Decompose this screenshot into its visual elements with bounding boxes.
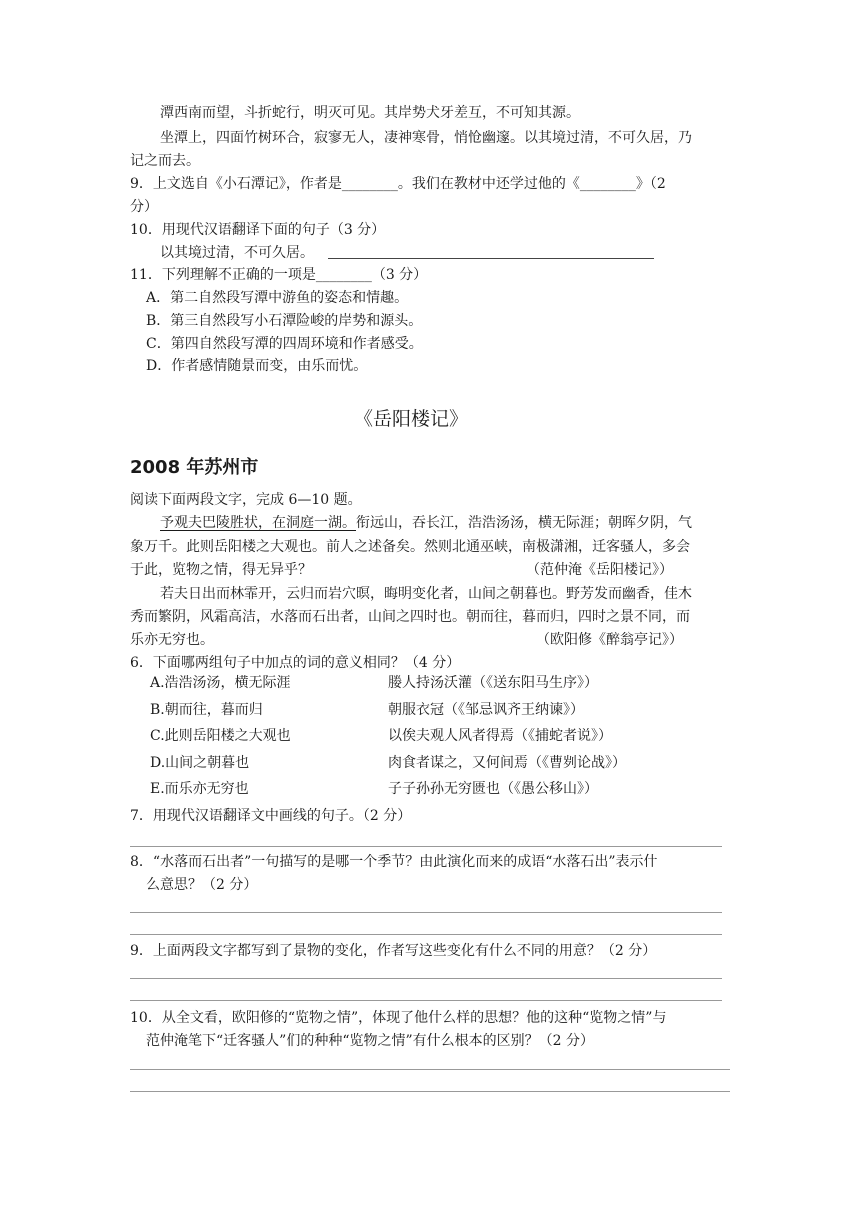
question-8: 8．“水落而石出者”一句描写的是哪一个季节？由此演化而来的成语“水落石出”表示什 — [130, 854, 658, 870]
question-10-sentence: 以其境过清，不可久居。 — [160, 245, 314, 261]
passage-2-line-1: 若夫日出而林霏开，云归而岩穴暝，晦明变化者，山间之朝暮也。野芳发而幽香，佳木 — [160, 586, 692, 602]
q6-row-b-left: B.朝而往，暮而归 — [150, 702, 263, 718]
passage-1-line-3: 于此，览物之情，得无异乎？ — [130, 562, 312, 578]
passage-1-line-1 — [160, 513, 692, 533]
answer-line — [130, 1000, 722, 1001]
q6-row-b-right: 朝服衣冠（《邹忌讽齐王纳谏》） — [388, 702, 584, 718]
underlined-sentence: 予观夫巴陵胜状，在洞庭一湖。 — [160, 515, 356, 531]
passage-paragraph: 坐潭上，四面竹树环合，寂寥无人，凄神寒骨，悄怆幽邃。以其境过清，不可久居，乃 — [160, 130, 692, 146]
question-10-cont: 范仲淹笔下“迁客骚人”们的种种“览物之情”有什么根本的区别？（2 分） — [146, 1033, 594, 1049]
question-6: 6．下面哪两组句子中加点的词的意义相同？（4 分） — [130, 655, 461, 671]
option-d: D．作者感情随景而变，由乐而忧。 — [146, 358, 368, 374]
question-9-cont: 分） — [130, 199, 158, 215]
option-c: C．第四自然段写潭的四周环境和作者感受。 — [146, 336, 423, 352]
year-title: 2008 年苏州市 — [130, 457, 259, 478]
passage-1-line-2: 象万千。此则岳阳楼之大观也。前人之述备矣。然则北通巫峡，南极潇湘，迁客骚人，多会 — [130, 539, 690, 555]
q6-row-d-right: 肉食者谋之，又何间焉（《曹刿论战》） — [388, 755, 626, 771]
answer-line — [130, 846, 722, 847]
q6-row-e-right: 子子孙孙无穷匮也（《愚公移山》） — [388, 781, 598, 797]
passage-paragraph: 记之而去。 — [130, 153, 200, 169]
q6-row-d-left: D.山间之朝暮也 — [150, 755, 250, 771]
reading-intro: 阅读下面两段文字，完成 6—10 题。 — [130, 492, 362, 508]
q6-row-c-right: 以俟夫观人风者得焉（《捕蛇者说》） — [388, 728, 612, 744]
section-title: 《岳阳楼记》 — [354, 408, 469, 430]
q6-row-e-left: E.而乐亦无穷也 — [150, 781, 249, 797]
question-9: 9．上面两段文字都写到了景物的变化，作者写这些变化有什么不同的用意？（2 分） — [130, 943, 657, 959]
passage-2-source: （欧阳修《醉翁亭记》） — [536, 632, 683, 648]
option-a: A．第二自然段写潭中游鱼的姿态和情趣。 — [146, 290, 409, 306]
answer-line — [130, 934, 722, 935]
question-8-cont: 么意思？（2 分） — [146, 877, 258, 893]
question-9: 9．上文选自《小石潭记》，作者是________。我们在教材中还学过他的《________》（2 — [130, 176, 666, 192]
q6-row-c-left: C.此则岳阳楼之大观也 — [150, 728, 291, 744]
answer-line — [328, 258, 654, 259]
q6-row-a-left: A.浩浩汤汤，横无际涯 — [150, 675, 291, 691]
question-10: 10．用现代汉语翻译下面的句子（3 分） — [130, 222, 386, 238]
question-10: 10．从全文看，欧阳修的“览物之情”，体现了他什么样的思想？他的这种“览物之情”与 — [130, 1010, 667, 1026]
question-7: 7．用现代汉语翻译文中画线的句子。（2 分） — [130, 808, 412, 824]
answer-line — [130, 912, 722, 913]
passage-1-source: （范仲淹《岳阳楼记》） — [526, 562, 673, 578]
answer-line — [130, 978, 722, 979]
q6-row-a-right: 媵人持汤沃灌（《送东阳马生序》） — [388, 675, 598, 691]
passage-paragraph: 潭西南而望，斗折蛇行，明灭可见。其岸势犬牙差互，不可知其源。 — [160, 105, 580, 121]
passage-text: 衔远山，吞长江，浩浩汤汤，横无际涯；朝晖夕阴，气 — [356, 515, 692, 531]
passage-2-line-2: 秀而繁阴，风霜高洁，水落而石出者，山间之四时也。朝而往，暮而归，四时之景不同，而 — [130, 609, 690, 625]
answer-line — [130, 1091, 730, 1092]
question-11: 11．下列理解不正确的一项是________（3 分） — [130, 267, 428, 283]
option-b: B．第三自然段写小石潭险峻的岸势和源头。 — [146, 313, 423, 329]
passage-2-line-3: 乐亦无穷也。 — [130, 632, 214, 648]
answer-line — [130, 1069, 730, 1070]
